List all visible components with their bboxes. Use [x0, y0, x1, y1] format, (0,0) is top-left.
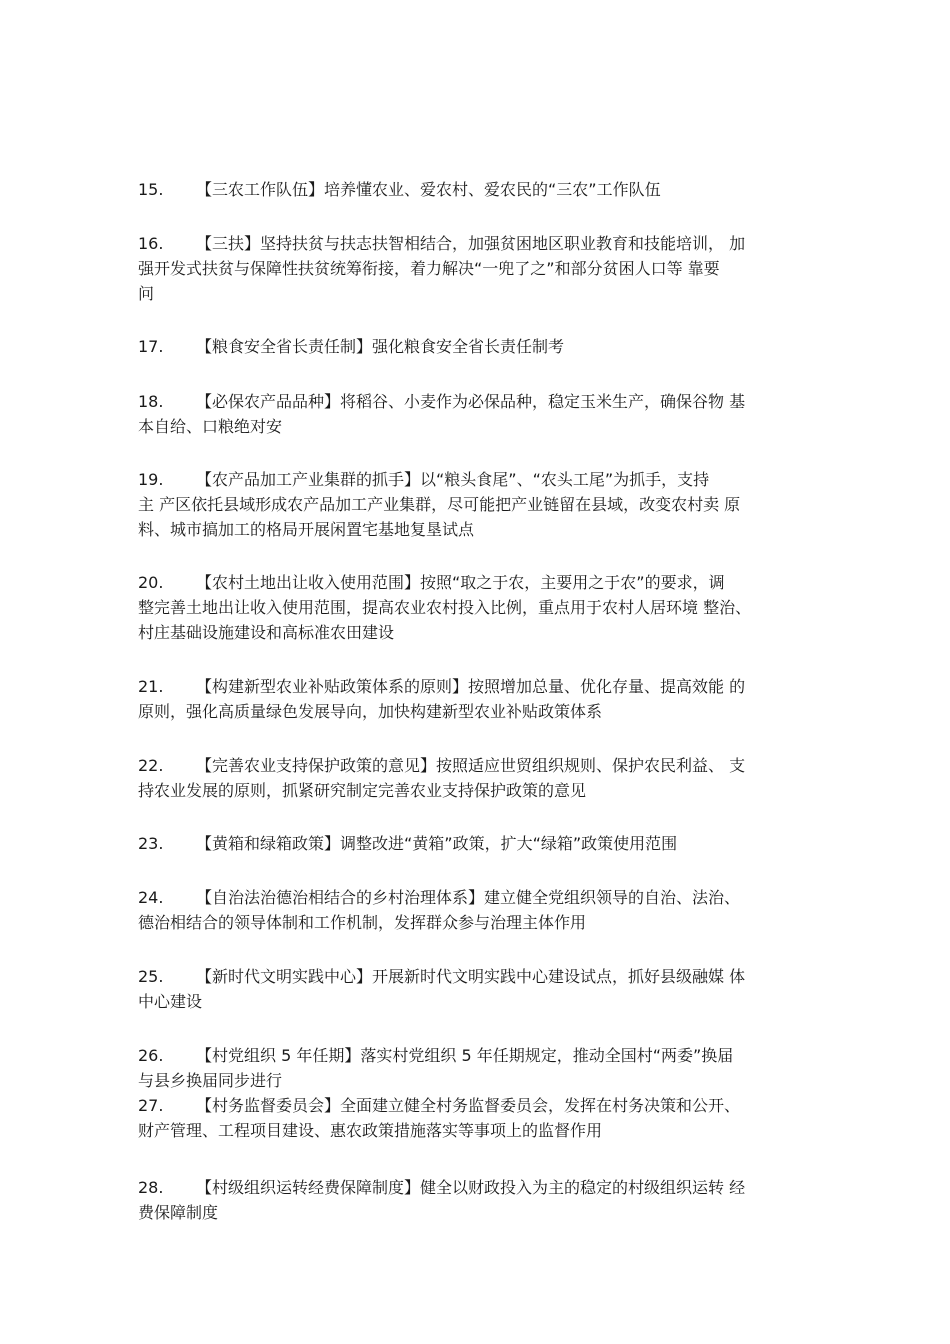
list-item	[138, 885, 818, 935]
item-text: 【农村土地出让收入使用范围】按照“取之于农，主要用之于农”的要求，调	[196, 573, 725, 592]
list-item	[138, 177, 818, 202]
item-text: 【村务监督委员会】全面建立健全村务监督委员会，发挥在村务决策和公开、	[196, 1096, 741, 1115]
item-number: 18.	[138, 392, 164, 411]
item-number: 27.	[138, 1096, 164, 1115]
list-item	[138, 389, 818, 439]
item-text: 【三扶】坚持扶贫与扶志扶智相结合，加强贫困地区职业教育和技能培训， 加	[196, 234, 746, 253]
item-text-line: 财产管理、工程项目建设、惠农政策措施落实等事项上的监督作用	[138, 1121, 603, 1140]
item-text-line: 费保障制度	[138, 1203, 219, 1222]
item-text: 【必保农产品品种】将稻谷、小麦作为必保品种，稳定玉米生产，确保谷物 基	[196, 392, 746, 411]
item-text: 【黄箱和绿箱政策】调整改进“黄箱”政策，扩大“绿箱”政策使用范围	[196, 834, 678, 853]
item-number: 20.	[138, 573, 164, 592]
list-item	[138, 831, 818, 856]
item-text-line: 持农业发展的原则，抓紧研究制定完善农业支持保护政策的意见	[138, 781, 587, 800]
item-text: 【自治法治德治相结合的乡村治理体系】建立健全党组织领导的自治、法治、	[196, 888, 741, 907]
item-text-line: 中心建设	[138, 992, 203, 1011]
item-text: 【三农工作队伍】培养懂农业、爱农村、爱农民的“三农”工作队伍	[196, 180, 661, 199]
item-number: 23.	[138, 834, 164, 853]
item-number: 19.	[138, 470, 164, 489]
item-number: 16.	[138, 234, 164, 253]
item-text-line: 本自给、口粮绝对安	[138, 417, 283, 436]
list-item	[138, 753, 818, 803]
item-number: 24.	[138, 888, 164, 907]
list-item	[138, 467, 818, 542]
item-text: 【粮食安全省长责任制】强化粮食安全省长责任制考	[196, 337, 565, 356]
item-text-line: 整完善土地出让收入使用范围，提高农业农村投入比例，重点用于农村人居环境 整治、	[138, 598, 752, 617]
item-text: 【农产品加工产业集群的抓手】以“粮头食尾”、“农头工尾”为抓手，支持	[196, 470, 710, 489]
list-item	[138, 674, 818, 724]
list-item	[138, 1093, 818, 1143]
item-text: 【村党组织 5 年任期】落实村党组织 5 年任期规定，推动全国村“两委”换届	[196, 1046, 734, 1065]
item-text-line: 原则，强化高质量绿色发展导向，加快构建新型农业补贴政策体系	[138, 702, 603, 721]
item-text-line: 德治相结合的领导体制和工作机制，发挥群众参与治理主体作用	[138, 913, 587, 932]
item-text: 【完善农业支持保护政策的意见】按照适应世贸组织规则、保护农民利益、 支	[196, 756, 746, 775]
item-text-line: 问	[138, 284, 155, 303]
item-number: 28.	[138, 1178, 164, 1197]
item-text-line: 料、城市搞加工的格局开展闲置宅基地复垦试点	[138, 520, 475, 539]
item-text: 【构建新型农业补贴政策体系的原则】按照增加总量、优化存量、提高效能 的	[196, 677, 746, 696]
item-text-line: 村庄基础设施建设和高标准农田建设	[138, 623, 395, 642]
item-number: 26.	[138, 1046, 164, 1065]
item-text: 【新时代文明实践中心】开展新时代文明实践中心建设试点，抓好县级融媒 体	[196, 967, 746, 986]
list-item	[138, 1043, 818, 1093]
item-number: 22.	[138, 756, 164, 775]
list-item	[138, 964, 818, 1014]
item-number: 21.	[138, 677, 164, 696]
list-item	[138, 1175, 818, 1225]
item-number: 15.	[138, 180, 164, 199]
item-number: 25.	[138, 967, 164, 986]
item-number: 17.	[138, 337, 164, 356]
list-item	[138, 334, 818, 359]
list-item	[138, 570, 818, 645]
list-item	[138, 231, 818, 306]
item-text-line: 强开发式扶贫与保障性扶贫统筹衔接，着力解决“一兜了之”和部分贫困人口等 靠要	[138, 259, 720, 278]
item-text-line: 主 产区依托县域形成农产品加工产业集群，尽可能把产业链留在县域，改变农村卖 原	[138, 495, 741, 514]
item-text: 【村级组织运转经费保障制度】健全以财政投入为主的稳定的村级组织运转 经	[196, 1178, 746, 1197]
item-text-line: 与县乡换届同步进行	[138, 1071, 283, 1090]
